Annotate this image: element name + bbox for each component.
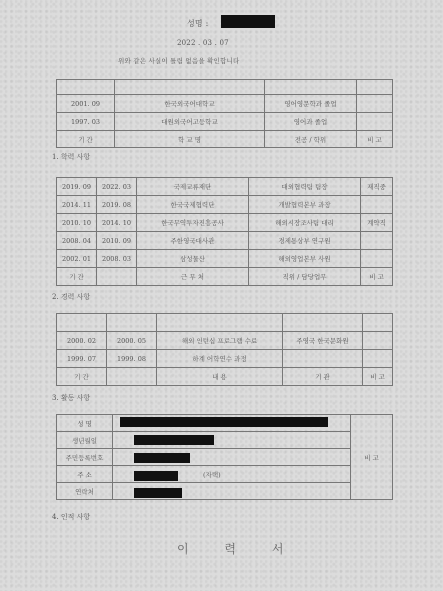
table-cell: 국제교류재단 <box>137 178 249 196</box>
table-header-cell: 비 고 <box>357 131 393 148</box>
table-cell <box>157 314 283 332</box>
table-cell: 2019. 09 <box>57 178 97 196</box>
table-header-cell: 근 무 처 <box>137 268 249 286</box>
table-cell: 해외영업본부 사원 <box>249 250 361 268</box>
table-cell: 삼성물산 <box>137 250 249 268</box>
table-cell: 주영국 한국문화원 <box>283 332 363 350</box>
table-cell: 영어과 졸업 <box>265 113 357 131</box>
table-cell: 1999. 08 <box>107 350 157 368</box>
table-cell: 한국외국어대학교 <box>115 95 265 113</box>
table-header-cell: 기 간 <box>57 368 107 386</box>
table-cell: 2014. 10 <box>97 214 137 232</box>
table-cell: (자택) <box>113 466 351 483</box>
table-header-cell: 내 용 <box>157 368 283 386</box>
table-header-cell: 생년월일 <box>57 432 113 449</box>
table-cell <box>361 250 393 268</box>
table-cell <box>361 196 393 214</box>
document-date: 2022 . 03 . 07 <box>177 39 229 47</box>
table-cell: 대외협력팀 팀장 <box>249 178 361 196</box>
table-cell: 2001. 09 <box>57 95 115 113</box>
table-header-cell: 주 소 <box>57 466 113 483</box>
table-header-cell: 비 고 <box>363 368 393 386</box>
table-header-cell: 성 명 <box>57 415 113 432</box>
table-cell <box>363 314 393 332</box>
section-caption: 3. 활동 사항 <box>52 394 91 402</box>
table-cell <box>107 314 157 332</box>
table-header-cell: 직위 / 담당업무 <box>249 268 361 286</box>
table-cell <box>283 350 363 368</box>
table-cell <box>357 95 393 113</box>
activity-table <box>56 313 393 386</box>
table-cell <box>115 80 265 95</box>
table-cell: 2000. 02 <box>57 332 107 350</box>
table-cell <box>357 113 393 131</box>
redaction-bar <box>134 471 178 481</box>
table-cell: 대원외국어고등학교 <box>115 113 265 131</box>
section-caption: 4. 인적 사항 <box>52 513 91 521</box>
table-cell: 2022. 03 <box>97 178 137 196</box>
table-cell: 해외시장조사팀 대리 <box>249 214 361 232</box>
table-cell: 2008. 04 <box>57 232 97 250</box>
table-cell: 2008. 03 <box>97 250 137 268</box>
table-header-cell: 주민등록번호 <box>57 449 113 466</box>
table-cell: 재직중 <box>361 178 393 196</box>
career-table <box>56 177 393 286</box>
table-cell: 1999. 07 <box>57 350 107 368</box>
table-cell <box>361 232 393 250</box>
table-cell: 한국무역투자진흥공사 <box>137 214 249 232</box>
redaction-bar <box>134 488 182 498</box>
table-cell: 해외 인턴십 프로그램 수료 <box>157 332 283 350</box>
name-redaction <box>221 15 275 28</box>
section-caption: 1. 학력 사항 <box>52 153 91 161</box>
table-cell: 1997. 03 <box>57 113 115 131</box>
table-cell <box>57 80 115 95</box>
table-cell: 계약직 <box>361 214 393 232</box>
table-cell <box>363 350 393 368</box>
table-header-cell <box>107 368 157 386</box>
table-cell: 2002. 01 <box>57 250 97 268</box>
table-header-cell <box>97 268 137 286</box>
table-header-cell: 비 고 <box>361 268 393 286</box>
table-cell <box>363 332 393 350</box>
table-cell: 하계 어학연수 과정 <box>157 350 283 368</box>
table-cell: 영어영문학과 졸업 <box>265 95 357 113</box>
table-header-cell: 연락처 <box>57 483 113 500</box>
table-cell <box>357 80 393 95</box>
redaction-bar <box>134 435 214 445</box>
table-header-cell: 기 간 <box>57 268 97 286</box>
table-header-cell: 기 관 <box>283 368 363 386</box>
table-cell: 주한영국대사관 <box>137 232 249 250</box>
table-cell: 2014. 11 <box>57 196 97 214</box>
table-cell <box>265 80 357 95</box>
table-cell <box>57 314 107 332</box>
section-caption: 2. 경력 사항 <box>52 293 91 301</box>
table-cell: 한국국제협력단 <box>137 196 249 214</box>
table-header-cell: 기 간 <box>57 131 115 148</box>
table-cell <box>283 314 363 332</box>
table-header-cell: 전공 / 학위 <box>265 131 357 148</box>
table-cell: 2019. 08 <box>97 196 137 214</box>
education-table <box>56 79 393 148</box>
document-footer-title: 이 력 서 <box>177 542 300 556</box>
table-cell: 2000. 05 <box>107 332 157 350</box>
document-subtitle: 위와 같은 사실이 틀림 없음을 확인합니다 <box>118 57 240 65</box>
redaction-bar <box>134 453 190 463</box>
table-cell: 개발협력본부 과장 <box>249 196 361 214</box>
name-label: 성명 : <box>187 19 209 28</box>
redaction-bar <box>120 417 328 427</box>
table-cell: 경제통상부 연구원 <box>249 232 361 250</box>
table-header-cell: 학 교 명 <box>115 131 265 148</box>
table-cell: 비 고 <box>351 415 393 500</box>
table-cell: 2010. 09 <box>97 232 137 250</box>
table-cell: 2010. 10 <box>57 214 97 232</box>
